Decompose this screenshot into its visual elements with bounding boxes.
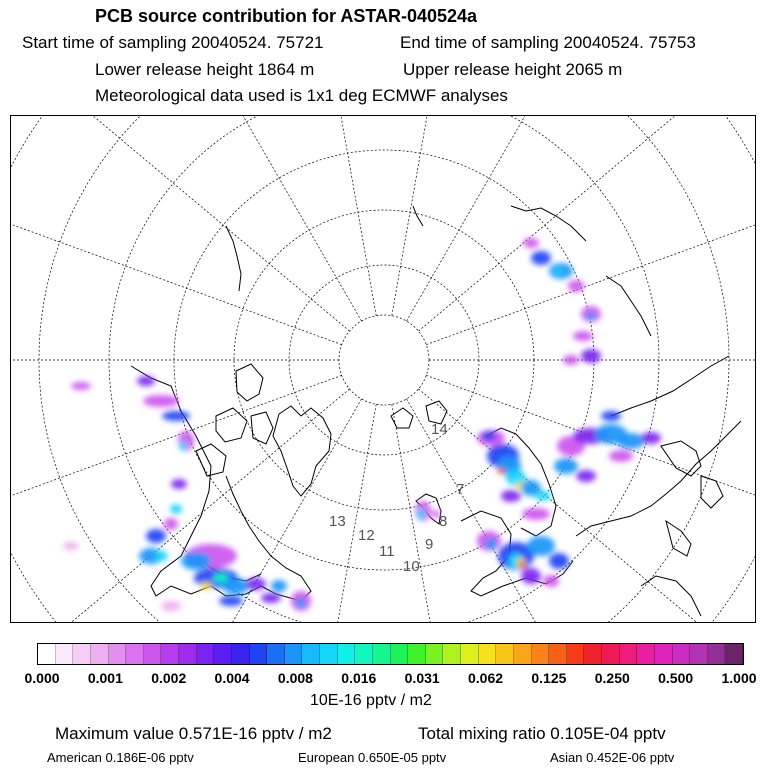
plume-field bbox=[63, 238, 661, 611]
colorbar-segment bbox=[620, 644, 638, 664]
colorbar-tick-label: 0.008 bbox=[277, 670, 313, 686]
meridian-line bbox=[418, 116, 756, 331]
colorbar-segment bbox=[73, 644, 91, 664]
colorbar-segment bbox=[479, 644, 497, 664]
colorbar-segment bbox=[109, 644, 127, 664]
plot-title: PCB source contribution for ASTAR-040524a bbox=[95, 6, 478, 26]
plume-blob bbox=[501, 490, 521, 502]
colorbar-segment bbox=[338, 644, 356, 664]
colorbar-segment bbox=[56, 644, 74, 664]
time-label: 11 bbox=[379, 543, 395, 560]
end-time-label: End time of sampling 20040524. 75753 bbox=[400, 33, 696, 52]
plume-blob bbox=[137, 376, 155, 386]
max-value-label: Maximum value 0.571E-16 pptv / m2 bbox=[55, 724, 332, 743]
plume-blob bbox=[71, 382, 91, 390]
plume-blob bbox=[576, 470, 596, 482]
plume-blob bbox=[522, 508, 550, 520]
colorbar-segment bbox=[443, 644, 461, 664]
colorbar-segment bbox=[567, 644, 585, 664]
plume-blob bbox=[554, 268, 564, 274]
colorbar-tick-label: 0.062 bbox=[468, 670, 504, 686]
time-label: 7 bbox=[456, 481, 465, 498]
plume-blob bbox=[601, 411, 621, 421]
meridian-line bbox=[426, 375, 756, 599]
meridian-line bbox=[407, 116, 735, 321]
plume-blob bbox=[63, 542, 79, 550]
colorbar-segment bbox=[690, 644, 708, 664]
colorbar-segment bbox=[673, 644, 691, 664]
colorbar-segment bbox=[214, 644, 232, 664]
plume-blob bbox=[586, 312, 596, 320]
plume-blob bbox=[246, 578, 266, 590]
colorbar-tick-label: 0.500 bbox=[658, 670, 694, 686]
colorbar-segment bbox=[532, 644, 550, 664]
plume-blob bbox=[523, 238, 539, 248]
time-label: 14 bbox=[431, 421, 448, 438]
colorbar-tick-label: 0.000 bbox=[24, 670, 60, 686]
polar-map bbox=[10, 115, 756, 623]
colorbar-segment bbox=[91, 644, 109, 664]
colorbar-segment bbox=[584, 644, 602, 664]
plume-blob bbox=[617, 433, 645, 449]
colorbar-tick-label: 0.125 bbox=[531, 670, 567, 686]
time-labels bbox=[329, 421, 464, 575]
colorbar-segment bbox=[655, 644, 673, 664]
colorbar-segment bbox=[602, 644, 620, 664]
meridian-line bbox=[418, 389, 756, 623]
plume-blob bbox=[482, 431, 496, 441]
colorbar-tick-label: 0.031 bbox=[404, 670, 440, 686]
meridian-line bbox=[34, 399, 362, 623]
colorbar-segment bbox=[391, 644, 409, 664]
colorbar-tick-label: 1.000 bbox=[721, 670, 757, 686]
plume-blob bbox=[527, 536, 555, 556]
colorbar-segment bbox=[144, 644, 162, 664]
meridian-line bbox=[34, 116, 362, 321]
colorbar-segment bbox=[232, 644, 250, 664]
total-mixing-label: Total mixing ratio 0.105E-04 pptv bbox=[418, 724, 666, 743]
colorbar-segment bbox=[126, 644, 144, 664]
start-time-label: Start time of sampling 20040524. 75721 bbox=[22, 33, 324, 52]
colorbar-segment bbox=[408, 644, 426, 664]
time-label: 10 bbox=[403, 558, 420, 575]
colorbar bbox=[37, 643, 744, 665]
met-data-label: Meteorological data used is 1x1 deg ECMWF analyses bbox=[95, 86, 508, 105]
colorbar-tick-label: 0.002 bbox=[151, 670, 187, 686]
plume-blob bbox=[271, 580, 287, 592]
plume-blob bbox=[609, 450, 633, 462]
colorbar-segment bbox=[320, 644, 338, 664]
plume-blob bbox=[535, 491, 551, 501]
colorbar-segment bbox=[197, 644, 215, 664]
plume-blob bbox=[549, 553, 569, 569]
plume-blob bbox=[222, 578, 250, 594]
asian-contribution: Asian 0.452E-06 pptv bbox=[550, 750, 675, 765]
time-label: 8 bbox=[439, 513, 448, 530]
plume-blob bbox=[179, 441, 187, 451]
colorbar-unit: 10E-16 pptv / m2 bbox=[310, 692, 432, 709]
plume-blob bbox=[573, 331, 593, 341]
time-label: 9 bbox=[425, 536, 434, 553]
colorbar-segment bbox=[461, 644, 479, 664]
colorbar-segment bbox=[514, 644, 532, 664]
plume-blob bbox=[568, 280, 584, 292]
upper-release-label: Upper release height 2065 m bbox=[403, 60, 623, 79]
colorbar-segment bbox=[161, 644, 179, 664]
american-contribution: American 0.186E-06 pptv bbox=[47, 750, 194, 765]
colorbar-segment bbox=[496, 644, 514, 664]
plume-blob bbox=[485, 538, 497, 550]
plume-blob bbox=[154, 551, 168, 561]
colorbar-segment bbox=[285, 644, 303, 664]
meridian-line bbox=[392, 116, 506, 316]
latitude-circle bbox=[339, 315, 429, 405]
meridian-line bbox=[11, 116, 350, 331]
colorbar-tick-label: 0.004 bbox=[214, 670, 250, 686]
colorbar-segment bbox=[267, 644, 285, 664]
colorbar-tick-label: 0.250 bbox=[594, 670, 630, 686]
time-label: 12 bbox=[358, 527, 375, 544]
european-contribution: European 0.650E-05 pptv bbox=[298, 750, 447, 765]
plume-blob bbox=[521, 568, 541, 584]
colorbar-segment bbox=[355, 644, 373, 664]
colorbar-segment bbox=[549, 644, 567, 664]
plume-blob bbox=[162, 411, 190, 421]
meridian-line bbox=[262, 116, 376, 316]
plume-blob bbox=[581, 349, 601, 363]
plume-blob bbox=[520, 563, 526, 569]
colorbar-segment bbox=[708, 644, 726, 664]
plume-blob bbox=[296, 598, 306, 608]
colorbar-tick-label: 0.001 bbox=[87, 670, 123, 686]
plume-blob bbox=[170, 504, 182, 514]
plume-blob bbox=[161, 601, 181, 611]
plume-blob bbox=[200, 582, 212, 590]
meridian-line bbox=[11, 121, 342, 345]
lower-release-label: Lower release height 1864 m bbox=[95, 60, 315, 79]
plume-blob bbox=[417, 508, 425, 520]
plume-blob bbox=[171, 479, 187, 489]
plume-blob bbox=[563, 355, 579, 365]
colorbar-segment bbox=[426, 644, 444, 664]
colorbar-segment bbox=[302, 644, 320, 664]
plume-blob bbox=[181, 552, 211, 570]
polar-map-canvas bbox=[11, 116, 756, 623]
colorbar-tick-label: 0.016 bbox=[341, 670, 377, 686]
plume-blob bbox=[261, 593, 281, 603]
plume-blob bbox=[497, 468, 505, 474]
plume-blob bbox=[641, 432, 661, 444]
colorbar-segment bbox=[38, 644, 56, 664]
plume-blob bbox=[531, 251, 551, 265]
plume-blob bbox=[164, 518, 178, 530]
colorbar-segment bbox=[637, 644, 655, 664]
colorbar-segment bbox=[725, 644, 743, 664]
colorbar-segment bbox=[373, 644, 391, 664]
plume-blob bbox=[554, 458, 578, 474]
plume-blob bbox=[543, 575, 559, 587]
plume-blob bbox=[143, 395, 179, 407]
plume-blob bbox=[219, 596, 243, 606]
plume-blob bbox=[146, 529, 166, 543]
colorbar-segment bbox=[250, 644, 268, 664]
time-label: 13 bbox=[329, 513, 346, 530]
colorbar-segment bbox=[179, 644, 197, 664]
